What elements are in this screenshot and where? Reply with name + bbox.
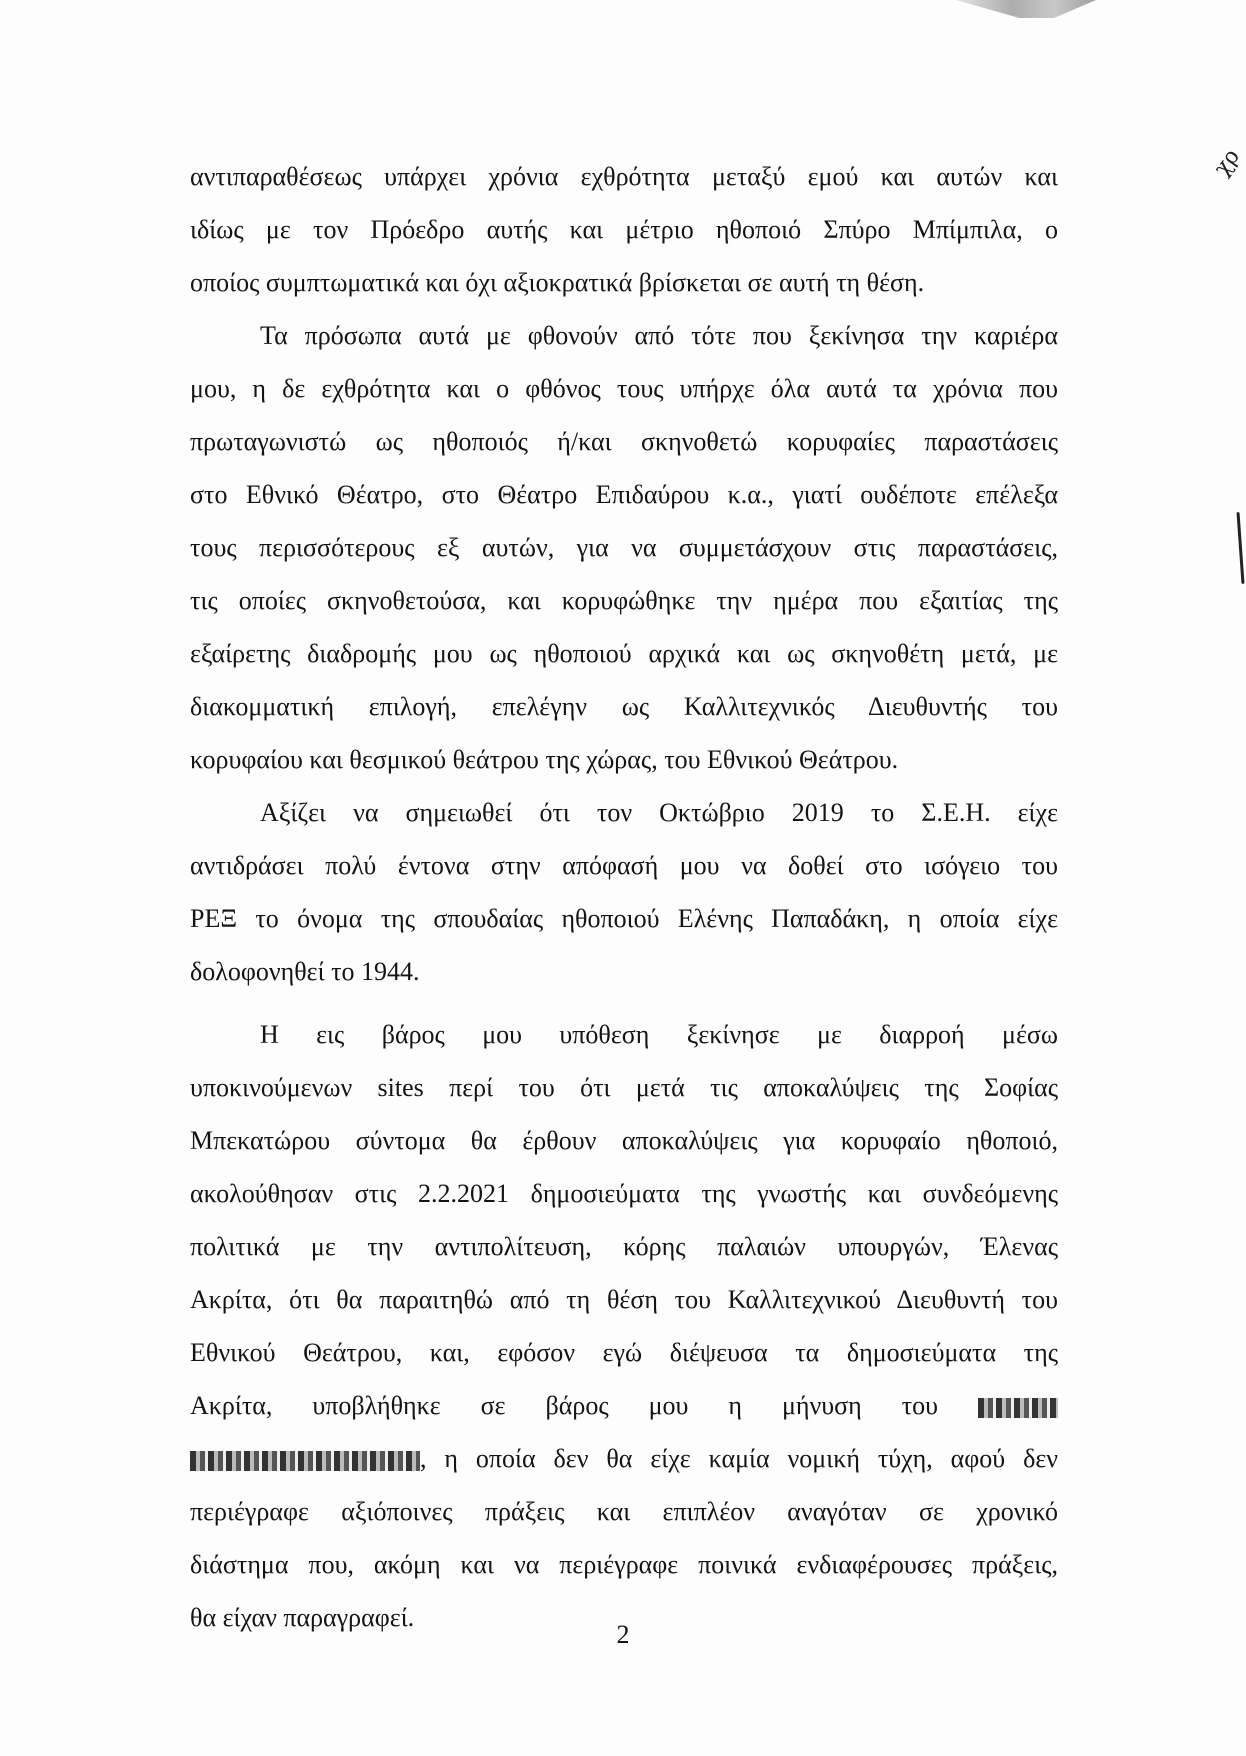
text-line: μου, η δε εχθρότητα και ο φθόνος τους υπήρχε όλα αυτά τα χρόνια που bbox=[190, 374, 1058, 403]
text-segment: Ακρίτα, υποβλήθηκε σε βάρος μου η μήνυση του bbox=[190, 1391, 939, 1420]
paragraph bbox=[190, 309, 1058, 786]
text-line: κορυφαίου και θεσμικού θεάτρου της χώρας, του Εθνικού Θεάτρου. bbox=[190, 745, 899, 774]
text-line: υποκινούμενων sites περί του ότι μετά τις αποκαλύψεις της Σοφίας bbox=[190, 1073, 1058, 1102]
document-body bbox=[190, 150, 1058, 1644]
text-line: διάστημα που, ακόμη και να περιέγραφε ποινικά ενδιαφέρουσες πράξεις, bbox=[190, 1550, 1058, 1579]
text-line: πρωταγωνιστώ ως ηθοποιός ή/και σκηνοθετώ κορυφαίες παραστάσεις bbox=[190, 427, 1058, 456]
paragraph bbox=[190, 786, 1058, 998]
text-line: εξαίρετης διαδρομής μου ως ηθοποιού αρχικά και ως σκηνοθέτη μετά, με bbox=[190, 639, 1058, 668]
text-line: ιδίως με τον Πρόεδρο αυτής και μέτριο ηθοποιό Σπύρο Μπίμπιλα, ο bbox=[190, 215, 1058, 244]
text-line: θα είχαν παραγραφεί. bbox=[190, 1603, 415, 1632]
text-line bbox=[190, 1432, 1058, 1485]
text-line: στο Εθνικό Θέατρο, στο Θέατρο Επιδαύρου κ.α., γιατί ουδέποτε επέλεξα bbox=[190, 480, 1058, 509]
text-line: Τα πρόσωπα αυτά με φθονούν από τότε που ξεκίνησα την καριέρα bbox=[260, 321, 1058, 350]
text-line: Ακρίτα, ότι θα παραιτηθώ από τη θέση του Καλλιτεχνικού Διευθυντή του bbox=[190, 1285, 1058, 1314]
text-line bbox=[190, 1379, 1058, 1432]
scan-edge-mark bbox=[1236, 512, 1244, 584]
text-line: πολιτικά με την αντιπολίτευση, κόρης παλαιών υπουργών, Έλενας bbox=[190, 1232, 1058, 1261]
text-line: δολοφονηθεί το 1944. bbox=[190, 957, 420, 986]
paragraph bbox=[190, 1008, 1058, 1644]
text-line: τους περισσότερους εξ αυτών, για να συμμετάσχουν στις παραστάσεις, bbox=[190, 533, 1058, 562]
redacted-name-part bbox=[978, 1398, 1058, 1418]
text-line: Μπεκατώρου σύντομα θα έρθουν αποκαλύψεις για κορυφαίο ηθοποιό, bbox=[190, 1126, 1058, 1155]
text-line: Εθνικού Θεάτρου, και, εφόσον εγώ διέψευσα τα δημοσιεύματα της bbox=[190, 1338, 1058, 1367]
text-line: αντιπαραθέσεως υπάρχει χρόνια εχθρότητα μεταξύ εμού και αυτών και bbox=[190, 162, 1058, 191]
margin-handwritten-note: χρ bbox=[1209, 144, 1245, 181]
redacted-name-part bbox=[190, 1451, 420, 1471]
text-line: οποίος συμπτωματικά και όχι αξιοκρατικά βρίσκεται σε αυτή τη θέση. bbox=[190, 268, 925, 297]
paragraph bbox=[190, 150, 1058, 309]
text-line: διακομματική επιλογή, επελέγην ως Καλλιτεχνικός Διευθυντής του bbox=[190, 692, 1058, 721]
text-segment: , η οποία δεν θα είχε καμία νομική τύχη, αφού δεν bbox=[420, 1444, 1058, 1473]
text-line: περιέγραφε αξιόποινες πράξεις και επιπλέον αναγόταν σε χρονικό bbox=[190, 1497, 1058, 1526]
text-line: ακολούθησαν στις 2.2.2021 δημοσιεύματα της γνωστής και συνδεόμενης bbox=[190, 1179, 1058, 1208]
text-line: Αξίζει να σημειωθεί ότι τον Οκτώβριο 2019 το Σ.Ε.Η. είχε bbox=[260, 798, 1058, 827]
text-line: αντιδράσει πολύ έντονα στην απόφασή μου να δοθεί στο ισόγειο του bbox=[190, 851, 1058, 880]
page-number: 2 bbox=[616, 1620, 630, 1649]
text-line: ΡΕΞ το όνομα της σπουδαίας ηθοποιού Ελένης Παπαδάκη, η οποία είχε bbox=[190, 904, 1058, 933]
scan-artifact bbox=[956, 0, 1096, 18]
text-line: τις οποίες σκηνοθετούσα, και κορυφώθηκε την ημέρα που εξαιτίας της bbox=[190, 586, 1058, 615]
text-line: Η εις βάρος μου υπόθεση ξεκίνησε με διαρροή μέσω bbox=[260, 1020, 1058, 1049]
